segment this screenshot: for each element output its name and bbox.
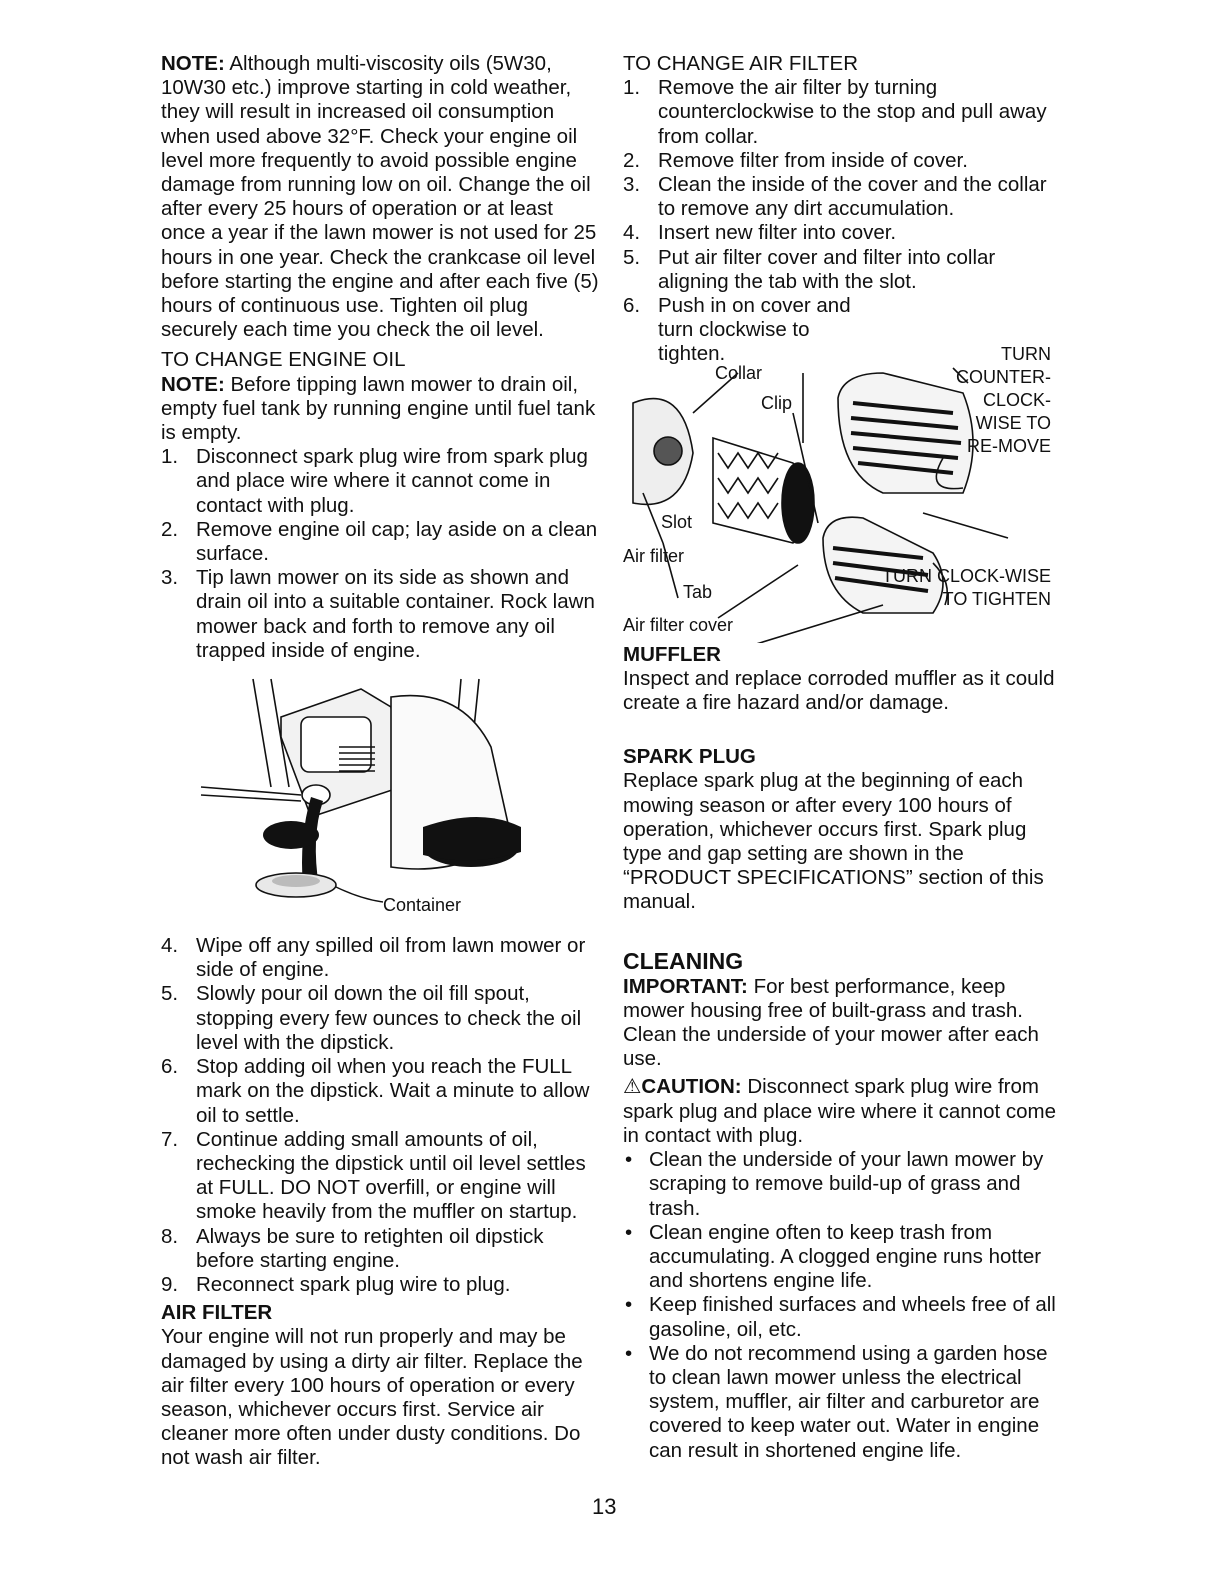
oil-note-label: NOTE: <box>161 372 225 396</box>
note-text: Although multi-viscosity oils (5W30, 10W30 etc.) improve starting in cold weather, they will result in increased oil consumption when used above 32°F. Check your engine oil level more frequently to avoid possible engine damage from running low on oil. Change the oil after every 25 hours of operation or at least once a year if the lawn mower is not used for 25 hours in one year. Check the crankcase oil level before starting the engine and after each five (5) hours of continuous use. Tighten oil plug securely each time you check the oil level. <box>161 52 599 342</box>
container-label: Container <box>383 895 462 916</box>
list-item: 4. Wipe off any spilled oil from lawn mower or side of engine. <box>161 934 586 982</box>
oil-drain-note <box>161 373 599 446</box>
change-air-filter-heading: TO CHANGE AIR FILTER <box>623 52 859 75</box>
list-item: 1. Disconnect spark plug wire from spark plug and place wire where it cannot come in contact with plug. <box>161 445 588 517</box>
list-item: 6. Push in on cover and turn clockwise to tighten. <box>623 294 851 366</box>
important-text: For best performance, keep mower housing free of built-grass and trash. Clean the underside of your mower after each use. <box>623 974 1039 1071</box>
oil-note <box>161 52 599 342</box>
right-column <box>623 52 1063 1463</box>
list-item: • Keep finished surfaces and wheels free of all gasoline, oil, etc. <box>625 1293 1056 1341</box>
cleaning-heading: CLEANING <box>623 947 744 974</box>
bullet-icon: • <box>625 1293 633 1317</box>
slot-label: Slot <box>661 511 693 532</box>
oil-steps-a <box>161 445 599 663</box>
oil-steps-b <box>161 934 599 1297</box>
tab-label: Tab <box>683 581 713 602</box>
page-number: 13 <box>592 1494 617 1519</box>
list-item: 7. Continue adding small amounts of oil, rechecking the dipstick until oil level settles at FULL. DO NOT overfill, or engine will smoke heavily from the muffler on startup. <box>161 1127 586 1224</box>
list-item: 8. Always be sure to retighten oil dipstick before starting engine. <box>161 1224 544 1272</box>
air-filter-figure <box>623 343 1063 643</box>
clip-label: Clip <box>761 392 793 413</box>
list-item: 4. Insert new filter into cover. <box>623 221 897 245</box>
list-item: 3. Clean the inside of the cover and the collar to remove any dirt accumulation. <box>623 173 1047 221</box>
air-filter-heading: AIR FILTER <box>161 1301 273 1325</box>
bullet-icon: • <box>625 1220 633 1244</box>
list-item: 1. Remove the air filter by turning counterclockwise to the stop and pull away from collar. <box>623 76 1047 148</box>
list-item: • Clean the underside of your lawn mower by scraping to remove build-up of grass and trash. <box>625 1148 1044 1220</box>
list-item: 9. Reconnect spark plug wire to plug. <box>161 1272 511 1296</box>
muffler-heading: MUFFLER <box>623 642 721 666</box>
air-filter-label: Air filter <box>623 545 685 566</box>
air-filter-text: Your engine will not run properly and may be damaged by using a dirty air filter. Replace the air filter every 100 hours of operation or every season, whichever occurs first. Service air cleaner more often under dusty conditions. Do not wash air filter. <box>161 1325 583 1470</box>
spark-plug-text: Replace spark plug at the beginning of each mowing season or after every 100 hours of operation, whichever occurs first. Spark plug type and gap setting are shown in the “PRODUCT SPECIFICATIONS” section of this manual. <box>623 769 1044 914</box>
list-item: 5. Slowly pour oil down the oil fill spout, stopping every few ounces to check the oil level with the dipstick. <box>161 982 582 1054</box>
caution-text: Disconnect spark plug wire from spark plug and place wire where it cannot come in contact with plug. <box>623 1075 1057 1147</box>
left-column <box>161 52 599 1471</box>
air-filter-steps <box>623 76 1063 366</box>
turn-ccw-label: TURN COUNTER-CLOCK-WISE TO RE-MOVE <box>956 343 1051 456</box>
caution-note <box>623 1075 1063 1148</box>
cleaning-bullets <box>623 1148 1063 1463</box>
list-item: 6. Stop adding oil when you reach the FULL mark on the dipstick. Wait a minute to allow oil to settle. <box>161 1055 590 1127</box>
list-item: • Clean engine often to keep trash from accumulating. A clogged engine runs hotter and shortens engine life. <box>625 1220 1042 1293</box>
muffler-text: Inspect and replace corroded muffler as it could create a fire hazard and/or damage. <box>623 666 1055 715</box>
collar-label: Collar <box>715 362 763 383</box>
list-item: 3. Tip lawn mower on its side as shown and drain oil into a suitable container. Rock lawn mower back and forth to remove any oil trapped inside of engine. <box>161 566 595 662</box>
list-item: 5. Put air filter cover and filter into collar aligning the tab with the slot. <box>623 245 996 293</box>
important-note <box>623 975 1063 1072</box>
list-item: • We do not recommend using a garden hose to clean lawn mower unless the electrical system, muffler, air filter and carburetor are covered to keep water out. Water in engine can result in shortened engine life. <box>625 1341 1048 1462</box>
mower-tipped-illustration <box>161 677 599 922</box>
change-engine-oil-heading: TO CHANGE ENGINE OIL <box>161 348 406 372</box>
caution-icon: ⚠ <box>623 1075 642 1099</box>
air-filter-cover-label: Air filter cover <box>623 614 734 635</box>
important-label: IMPORTANT: <box>623 974 748 998</box>
list-item: 2. Remove engine oil cap; lay aside on a clean surface. <box>161 517 598 566</box>
caution-label: CAUTION: <box>641 1075 742 1099</box>
oil-drain-figure <box>161 677 599 922</box>
list-item: 2. Remove filter from inside of cover. <box>623 148 968 172</box>
turn-cw-label: TURN CLOCK-WISE TO TIGHTEN <box>881 565 1051 609</box>
bullet-icon: • <box>625 1341 633 1365</box>
note-label: NOTE: <box>161 52 225 75</box>
spark-plug-heading: SPARK PLUG <box>623 745 756 769</box>
oil-note-text: Before tipping lawn mower to drain oil, empty fuel tank by running engine until fuel tank is empty. <box>161 372 596 445</box>
bullet-icon: • <box>625 1148 633 1172</box>
